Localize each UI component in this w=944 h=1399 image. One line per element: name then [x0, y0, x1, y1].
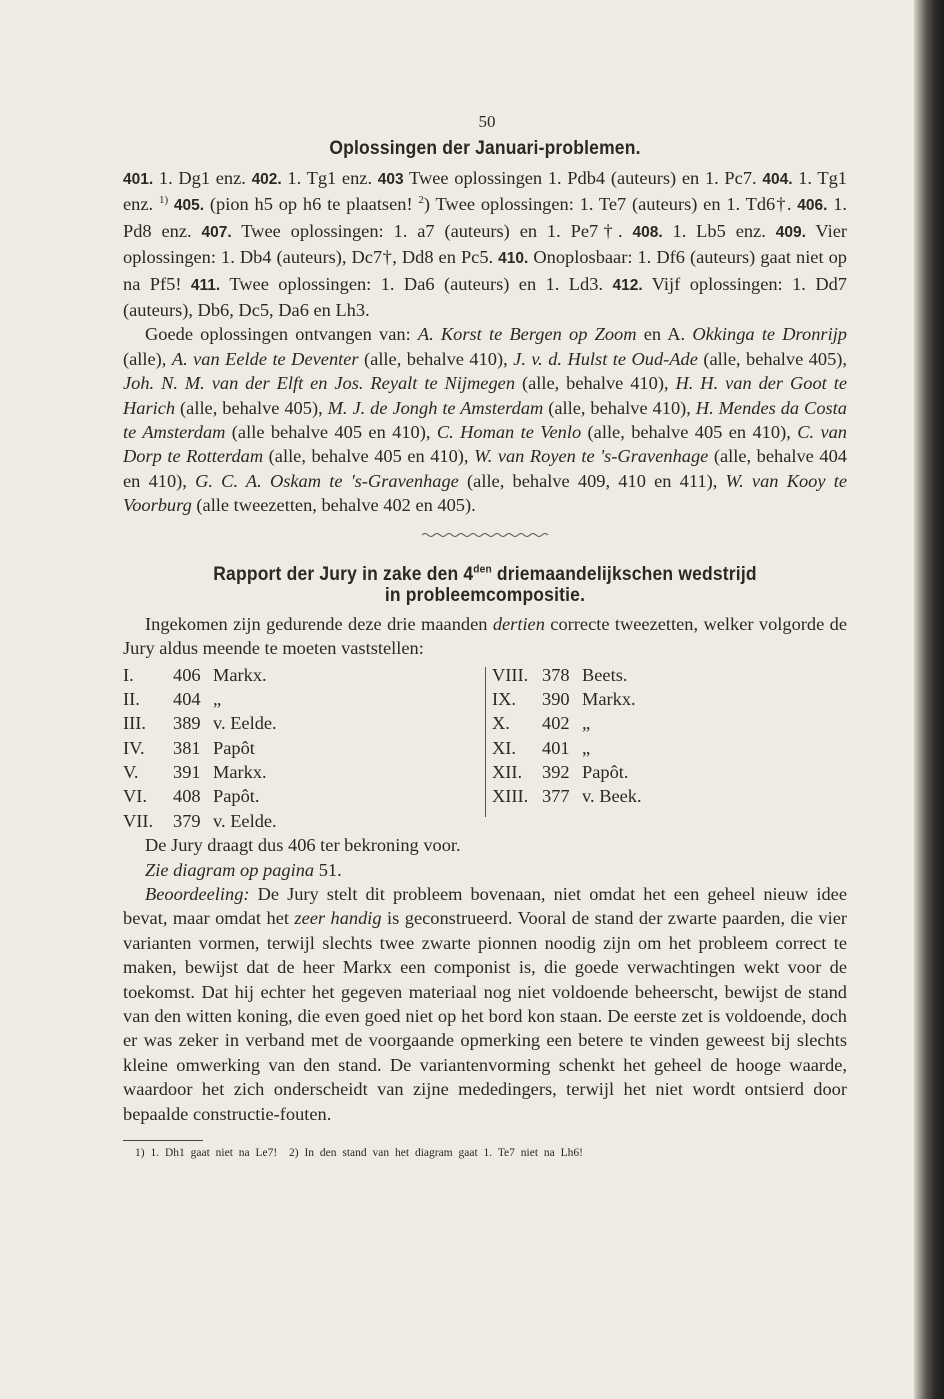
rank-numeral: X. — [492, 713, 510, 734]
solution-number: 402. — [251, 171, 282, 188]
diagram-page: 51. — [314, 859, 342, 880]
rank-composer: Beets. — [582, 664, 628, 685]
solver-name: J. v. d. Hulst te Oud-Ade — [513, 348, 698, 369]
ranking-row — [492, 736, 847, 760]
solver-note: (alle, behalve 405 en 410), — [581, 422, 798, 443]
footnote-mark: 1) — [135, 1147, 145, 1160]
solver-note: (alle, behalve 410), — [515, 373, 676, 394]
solver-name: Joh. N. M. van der Elft en Jos. Reyalt te Nijmegen — [123, 373, 516, 394]
solution-number: 406. — [797, 197, 828, 215]
solver-note: (alle tweezetten, behalve 402 en 405). — [191, 495, 476, 516]
diagram-reference-text: Zie diagram op pagina — [145, 859, 315, 880]
ranking-row — [492, 663, 847, 687]
rank-numeral: V. — [123, 762, 139, 783]
page-content — [123, 110, 847, 1161]
rank-problem: 402 — [542, 713, 570, 734]
solution-number: 401. — [123, 171, 154, 188]
ranking-table — [123, 663, 847, 834]
solver-name: H. H. van der Goot te Harich — [123, 373, 847, 418]
rank-composer: Papôt. — [213, 786, 260, 807]
solution-text: (pion h5 op h6 te plaatsen! — [204, 194, 419, 215]
intro-paragraph — [123, 612, 847, 661]
rank-problem: 392 — [542, 762, 570, 783]
solution-number: 411. — [190, 276, 221, 294]
crowning-sentence: De Jury draagt dus 406 ter bekroning voor. — [145, 835, 461, 856]
solution-text: Twee oplossingen 1. Pdb4 (auteurs) en 1. Pc7. — [403, 168, 763, 188]
solution-text: 1. Lb5 enz. — [662, 220, 776, 241]
solution-number: 409. — [775, 223, 806, 241]
rank-problem: 381 — [173, 737, 201, 758]
intro-emphasis: dertien — [492, 613, 545, 634]
wavy-divider-icon — [420, 530, 550, 540]
rank-problem: 390 — [542, 688, 570, 709]
solver-note: (alle, behalve 405), — [175, 397, 328, 418]
rank-numeral: II. — [123, 688, 140, 709]
solutions-paragraph — [123, 166, 847, 322]
solution-text: 1. Tg1 enz. — [123, 168, 847, 215]
rank-problem: 401 — [542, 737, 570, 758]
solver-note: (alle, behalve 409, 410 en 411), — [458, 470, 726, 491]
rank-problem: 406 — [173, 664, 201, 685]
page-number: 50 — [478, 112, 496, 131]
ranking-row — [123, 760, 478, 784]
solution-text: Vier oplossingen: 1. Db4 (auteurs), Dc7†, Dd8 en Pc5. — [123, 220, 847, 268]
solvers-intro: Goede oplossingen ontvangen van: — [145, 324, 418, 345]
rank-numeral: VII. — [123, 810, 154, 831]
solution-number: 412. — [612, 276, 643, 294]
solver-name: A. Korst te Bergen op Zoom — [417, 324, 637, 345]
solver-name: H. Mendes da Costa te Amsterdam — [123, 397, 847, 443]
title-part: Rapport der Jury in zake den 4 — [213, 563, 474, 585]
rank-problem: 378 — [542, 664, 570, 685]
solution-text: ) Twee oplossingen: 1. Te7 (auteurs) en 1. Td6†. — [423, 194, 798, 215]
ranking-row — [492, 760, 847, 784]
rank-numeral: I. — [123, 664, 134, 685]
ranking-row — [123, 711, 478, 735]
rank-numeral: XI. — [492, 737, 517, 758]
rank-composer: Markx. — [213, 762, 267, 783]
rank-numeral: VIII. — [492, 664, 529, 685]
footnote-rule — [123, 1140, 203, 1141]
rank-numeral: XII. — [492, 762, 523, 783]
judgement-emphasis: zeer handig — [294, 908, 382, 929]
rank-problem: 389 — [173, 713, 201, 734]
rank-composer: Markx. — [213, 664, 267, 685]
ranking-row — [492, 711, 847, 735]
solution-number: 404. — [762, 171, 793, 188]
solver-note: (alle), — [123, 348, 172, 369]
intro-text: Ingekomen zijn gedurende deze drie maanden — [145, 613, 493, 634]
solution-number: 410. — [498, 250, 529, 268]
solvers-paragraph — [123, 322, 847, 517]
title-line-2: in probleemcompositie. — [384, 584, 586, 606]
solver-name: C. Homan te Venlo — [436, 422, 582, 443]
page-edge-shadow — [914, 0, 944, 1399]
solver-name: M. J. de Jongh te Amsterdam — [327, 397, 544, 418]
judgement-label: Beoordeeling: — [145, 884, 250, 905]
ranking-row — [492, 687, 847, 711]
rank-problem: 377 — [542, 786, 570, 807]
section-title-jury-report — [152, 564, 818, 606]
rank-numeral: XIII. — [492, 786, 529, 807]
rank-problem: 379 — [173, 810, 201, 831]
solver-name: W. van Royen te 's-Gravenhage — [474, 446, 709, 467]
solution-text: 1. Pd8 enz. — [123, 194, 848, 241]
footnote-ref: 2 — [418, 194, 424, 207]
rank-composer: Papôt — [213, 737, 255, 758]
solver-name: W. van Kooy te Voorburg — [123, 470, 847, 516]
solver-note: (alle, behalve 404 en 410), — [123, 446, 847, 491]
solution-number: 405. — [173, 197, 205, 215]
column-separator — [485, 667, 486, 817]
solution-text: Onoplosbaar: 1. Df6 (auteurs) gaat niet op na Pf5! — [123, 247, 847, 294]
solver-note: (alle, behalve 410), — [543, 397, 696, 418]
rank-problem: 391 — [173, 762, 201, 783]
footnote-mark: 2) — [288, 1147, 299, 1160]
footnote-text: 1. Dh1 gaat niet na Le7! — [150, 1147, 278, 1160]
rank-composer: „ — [582, 713, 591, 734]
solution-number: 408. — [632, 223, 663, 241]
solver-note: (alle, behalve 405), — [697, 348, 847, 369]
solution-text: 1. Dg1 enz. — [153, 168, 252, 188]
intro-text: correcte tweezetten, welker volgorde de Jury aldus meende te moeten vaststellen: — [123, 613, 847, 659]
rank-numeral: VI. — [123, 786, 148, 807]
rank-composer: Markx. — [582, 688, 636, 709]
solver-note: (alle, behalve 405 en 410), — [263, 446, 475, 467]
judgement-text: De Jury stelt dit probleem bovenaan, niet omdat het een geheel nieuw idee bevat, maar omdat het — [123, 884, 847, 929]
wavy-divider — [123, 522, 847, 538]
solution-text: Twee oplossingen: 1. Da6 (auteurs) en 1. Ld3. — [220, 273, 613, 294]
solver-note: (alle behalve 405 en 410), — [225, 422, 437, 443]
solution-number: 403 — [377, 171, 404, 188]
title-superscript: den — [473, 563, 492, 576]
rank-problem: 408 — [173, 786, 201, 807]
solver-name: C. van Dorp te Rotterdam — [123, 422, 847, 467]
rank-composer: v. Eelde. — [213, 810, 277, 831]
ranking-row — [123, 687, 478, 711]
rank-numeral: IV. — [123, 737, 145, 758]
judgement-text: is geconstrueerd. Vooral de stand der zwarte paarden, die vier varianten vormen, terwijl slechts twee zwarte pionnen noodig zijn om het probleem correct te maken, bewijst dat de heer Markx een componist is, die goede verwachtingen wekt voor de toekomst. Dat hij echter het gegeven materiaal nog niet voldoende beheerscht, bewijst de stand van den witten koning, die even goed niet op het bord kon staan. De eerste zet is voldoende, doch er was zeker in verband met de voorgaande opmerking een betere te vinden geweest bij slechts kleine omwerking van den stand. De variantenvorming schenkt het geheel de hooge waarde, waardoor het zich onderscheidt van zijne mededingers, terwijl het niet wordt ontsierd door bepaalde constructie-fouten. — [123, 908, 847, 1124]
rank-numeral: III. — [123, 713, 146, 734]
rank-composer: v. Beek. — [582, 786, 642, 807]
solution-number: 407. — [201, 223, 232, 241]
rank-composer: Papôt. — [582, 762, 629, 783]
ranking-row — [123, 663, 478, 687]
rank-composer: v. Eelde. — [213, 713, 277, 734]
solver-note: (alle, behalve 410), — [358, 348, 514, 369]
ranking-row — [123, 736, 478, 760]
solver-name: A. van Eelde te Deventer — [171, 348, 359, 369]
footnote-ref: 1) — [158, 194, 169, 207]
rank-problem: 404 — [173, 688, 201, 709]
solver-name: G. C. A. Oskam te 's-Gravenhage — [195, 470, 459, 491]
rank-numeral: IX. — [492, 688, 517, 709]
ranking-column-left — [123, 663, 478, 834]
diagram-reference — [123, 858, 847, 882]
rank-composer: „ — [582, 737, 591, 758]
footnotes — [135, 1145, 847, 1161]
ranking-row — [123, 784, 478, 808]
footnote-text: In den stand van het diagram gaat 1. Te7 niet na Lh6! — [304, 1147, 583, 1160]
solver-note: en A. — [636, 324, 693, 345]
rank-composer: „ — [213, 688, 222, 709]
ranking-column-right — [478, 663, 847, 834]
ranking-row — [492, 784, 847, 808]
title-part: driemaandelijkschen wedstrijd — [491, 563, 757, 585]
solution-text: 1. Tg1 enz. — [281, 168, 378, 188]
solver-name: Okkinga te Dronrijp — [692, 324, 847, 345]
solution-text: Vijf oplossingen: 1. Dd7 (auteurs), Db6, Dc5, Da6 en Lh3. — [123, 273, 847, 321]
ranking-row — [123, 809, 478, 833]
section-title-solutions: Oplossingen der Januari-problemen. — [329, 138, 641, 159]
solution-text: Twee oplossingen: 1. a7 (auteurs) en 1. Pe7†. — [231, 220, 633, 241]
judgement-paragraph — [123, 882, 847, 1126]
